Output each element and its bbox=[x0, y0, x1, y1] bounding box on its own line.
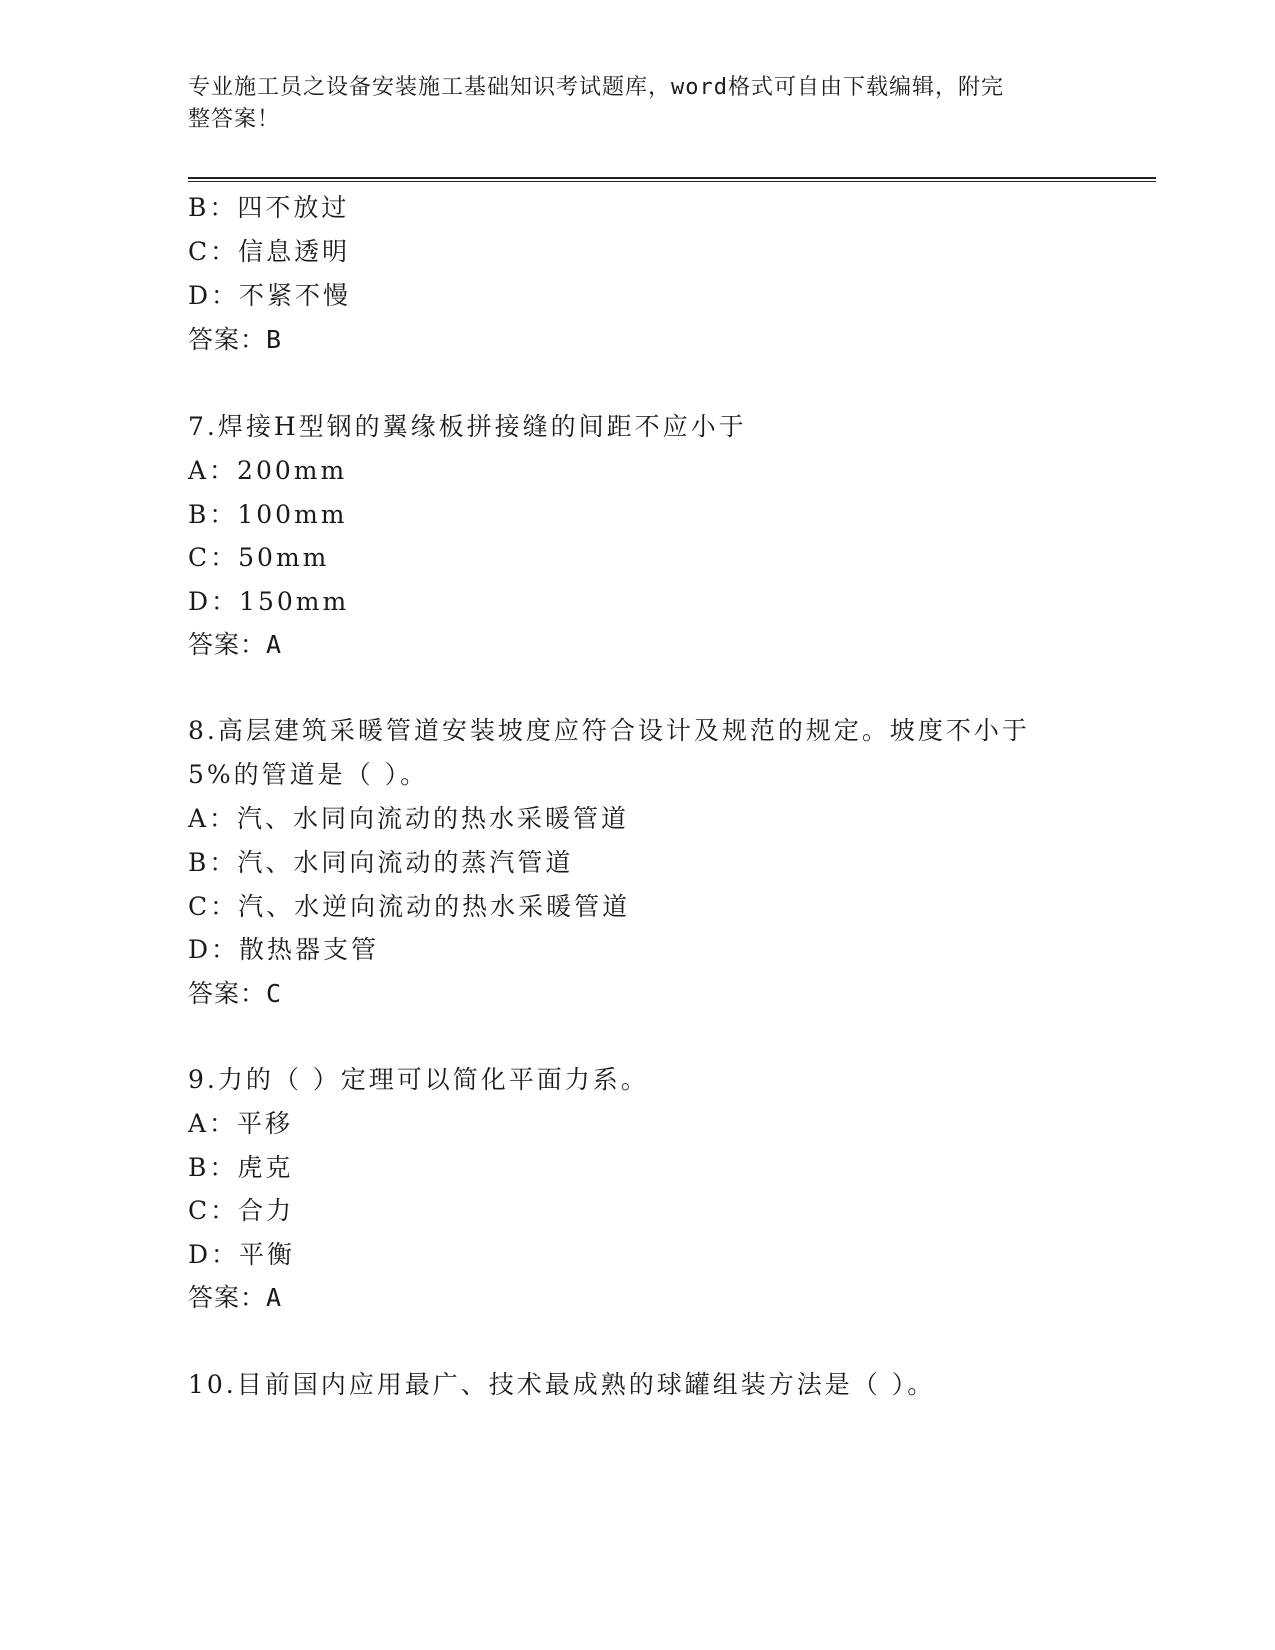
q8-option-a: A：汽、水同向流动的热水采暖管道 bbox=[188, 804, 630, 833]
q9-option-d: D：平衡 bbox=[188, 1240, 296, 1269]
q8-option-b: B：汽、水同向流动的蒸汽管道 bbox=[188, 848, 574, 877]
q10-question: 10.目前国内应用最广、技术最成熟的球罐组装方法是（ ）。 bbox=[188, 1370, 936, 1399]
header-rule-bottom bbox=[188, 181, 1156, 182]
q9-option-b: B：虎克 bbox=[188, 1153, 294, 1182]
q6-answer: 答案：B bbox=[188, 325, 283, 354]
q7-question: 7.焊接H型钢的翼缘板拼接缝的间距不应小于 bbox=[188, 412, 747, 441]
q7-option-c: C：50mm bbox=[188, 543, 330, 572]
q6-option-b: B：四不放过 bbox=[188, 193, 350, 222]
q7-option-d: D：150mm bbox=[188, 587, 350, 616]
q8-answer: 答案：C bbox=[188, 979, 283, 1008]
q9-question: 9.力的（ ）定理可以简化平面力系。 bbox=[188, 1065, 649, 1094]
q9-option-a: A：平移 bbox=[188, 1109, 294, 1138]
q9-answer: 答案：A bbox=[188, 1283, 283, 1312]
q9-option-c: C：合力 bbox=[188, 1196, 295, 1225]
q7-answer: 答案：A bbox=[188, 630, 283, 659]
q8-question-line-2: 5%的管道是（ ）。 bbox=[188, 760, 429, 789]
document-header bbox=[188, 72, 1068, 136]
q7-option-b: B：100mm bbox=[188, 500, 348, 529]
header-line-1: 专业施工员之设备安装施工基础知识考试题库，word格式可自由下载编辑，附完 bbox=[188, 75, 1004, 100]
q8-option-d: D：散热器支管 bbox=[188, 935, 380, 964]
q7-option-a: A：200mm bbox=[188, 456, 348, 485]
header-line-2: 整答案！ bbox=[188, 107, 281, 132]
header-rule-top bbox=[188, 177, 1156, 179]
q8-question-line-1: 8.高层建筑采暖管道安装坡度应符合设计及规范的规定。坡度不小于 bbox=[188, 716, 1030, 745]
q6-option-d: D：不紧不慢 bbox=[188, 281, 352, 310]
q6-option-c: C：信息透明 bbox=[188, 237, 351, 266]
q8-option-c: C：汽、水逆向流动的热水采暖管道 bbox=[188, 892, 631, 921]
